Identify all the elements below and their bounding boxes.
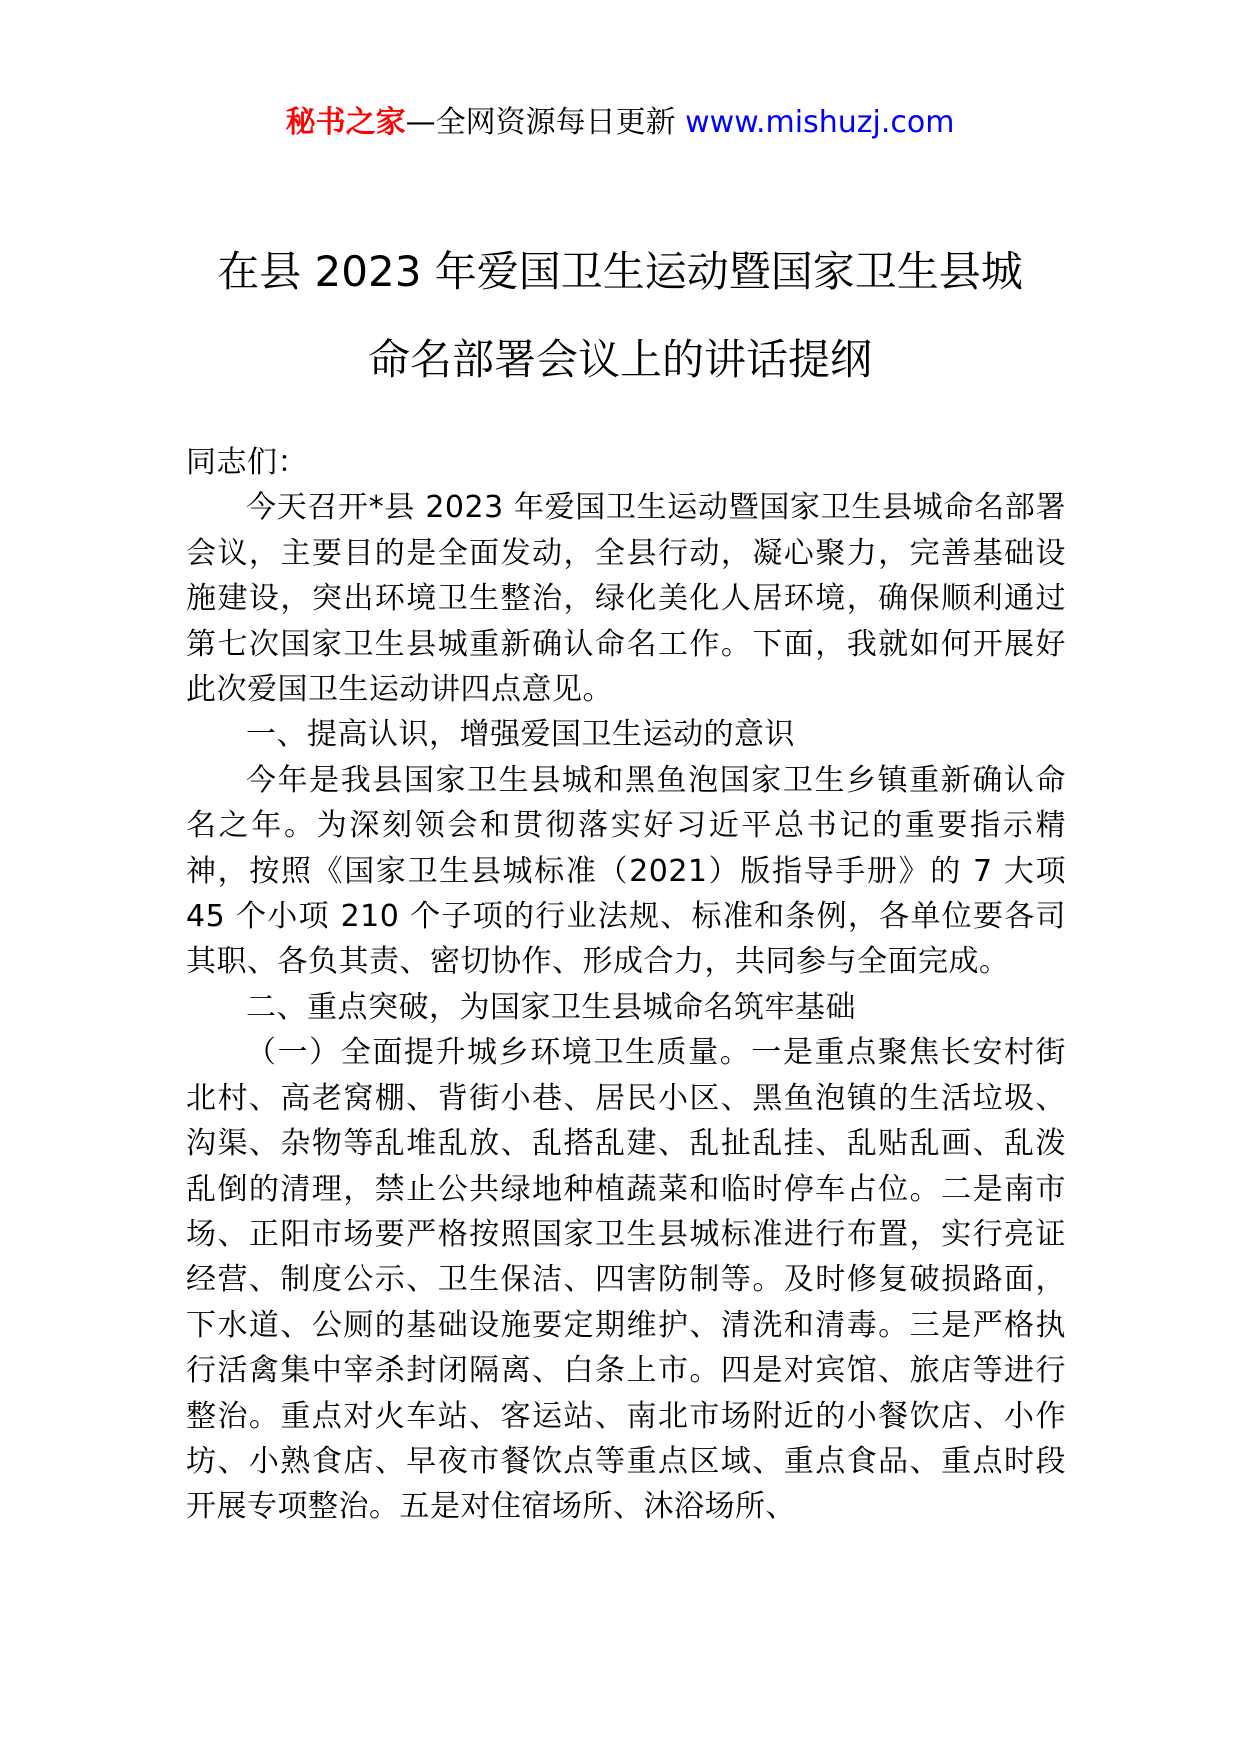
section-1-paragraph: 今年是我县国家卫生县城和黑鱼泡国家卫生乡镇重新确认命名之年。为深刻领会和贯彻落实好习近平总书记的重要指示精神，按照《国家卫生县城标准（2021）版指导手册》的 7 大项 45 个小项 210 个子项的行业法规、标准和条例，各单位要各司其职、各负其责、密切协作、形成合力，共同参与全面完成。 — [186, 762, 1066, 980]
section-2-paragraph: （一）全面提升城乡环境卫生质量。一是重点聚焦长安村街北村、高老窝棚、背街小巷、居民小区、黑鱼泡镇的生活垃圾、沟渠、杂物等乱堆乱放、乱搭乱建、乱扯乱挂、乱贴乱画、乱泼乱倒的清理，禁止公共绿地种植蔬菜和临时停车占位。二是南市场、正阳市场要严格按照国家卫生县城标准进行布置，实行亮证经营、制度公示、卫生保洁、四害防制等。及时修复破损路面，下水道、公厕的基础设施要定期维护、清洗和清毒。三是严格执行活禽集中宰杀封闭隔离、白条上市。四是对宾馆、旅店等进行整治。重点对火车站、客运站、南北市场附近的小餐饮店、小作坊、小熟食店、早夜市餐饮点等重点区域、重点食品、重点时段开展专项整治。五是对住宿场所、沐浴场所、 — [186, 1035, 1066, 1525]
intro-paragraph: 今天召开*县 2023 年爱国卫生运动暨国家卫生县城命名部署会议，主要目的是全面发动，全县行动，凝心聚力，完善基础设施建设，突出环境卫生整治，绿化美化人居环境，确保顺利通过第七次国家卫生县城重新确认命名工作。下面，我就如何开展好此次爱国卫生运动讲四点意见。 — [186, 490, 1066, 708]
title-line-1: 在县 2023 年爱国卫生运动暨国家卫生县城 — [217, 247, 1023, 296]
section-heading-1: 一、提高认识，增强爱国卫生运动的意识 — [246, 717, 795, 753]
title-line-2: 命名部署会议上的讲话提纲 — [367, 335, 872, 384]
document-title — [150, 228, 1090, 404]
document-body — [186, 440, 1066, 1530]
site-brand: 秘书之家 — [285, 105, 406, 140]
section-heading-2: 二、重点突破，为国家卫生县城命名筑牢基础 — [246, 989, 856, 1025]
site-slogan: —全网资源每日更新 — [405, 105, 686, 140]
site-header — [0, 100, 1240, 146]
salutation: 同志们： — [186, 445, 308, 480]
site-url-link[interactable]: www.mishuzj.com — [685, 105, 955, 140]
